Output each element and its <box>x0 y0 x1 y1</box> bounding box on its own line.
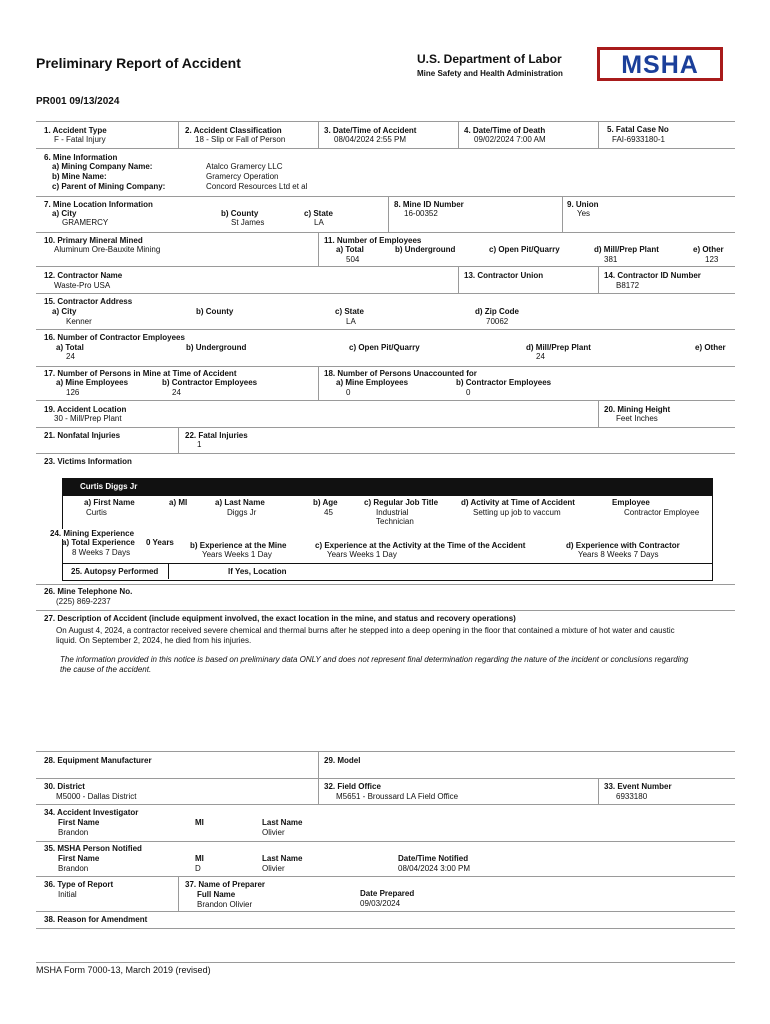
mine-county-label: b) County <box>221 209 259 218</box>
cell-divider <box>168 563 169 579</box>
row-divider <box>36 427 735 428</box>
unaccounted-mine-label: a) Mine Employees <box>336 378 409 387</box>
cell-divider <box>458 266 459 293</box>
victim-employee-value: Contractor Employee <box>624 508 700 517</box>
activity-experience-value: Years Weeks 1 Day <box>327 550 397 559</box>
activity-experience-label: c) Experience at the Activity at the Time of the Accident <box>315 541 526 550</box>
contractor-state-value: LA <box>346 317 356 326</box>
row-divider <box>36 584 735 585</box>
contractor-name-label: 12. Contractor Name <box>44 271 123 280</box>
mine-phone-label: 26. Mine Telephone No. <box>44 587 133 596</box>
investigator-first-value: Brandon <box>58 828 89 837</box>
event-number-label: 33. Event Number <box>604 782 672 791</box>
accident-classification-label: 2. Accident Classification <box>185 126 282 135</box>
investigator-last-label: Last Name <box>262 818 303 827</box>
victims-info-label: 23. Victims Information <box>44 457 132 466</box>
mine-city-label: a) City <box>52 209 77 218</box>
row-divider <box>36 366 735 367</box>
victim-last-label: a) Last Name <box>215 498 265 507</box>
accident-datetime-value: 08/04/2024 2:55 PM <box>334 135 407 144</box>
notified-first-label: First Name <box>58 854 100 863</box>
mine-experience-label: b) Experience at the Mine <box>190 541 287 550</box>
msha-logo <box>597 47 723 81</box>
mining-company-value: Atalco Gramercy LLC <box>206 162 283 171</box>
cell-divider <box>598 266 599 293</box>
persons-in-mine-label: 17. Number of Persons in Mine at Time of Accident <box>44 369 237 378</box>
contractor-name-value: Waste-Pro USA <box>54 281 111 290</box>
description-line-2: liquid. On September 2, 2024, he died from his injuries. <box>56 636 252 645</box>
department-name: U.S. Department of Labor <box>417 52 562 66</box>
death-datetime-label: 4. Date/Time of Death <box>464 126 546 135</box>
mine-name-value: Gramercy Operation <box>206 172 279 181</box>
notified-last-value: Olivier <box>262 864 285 873</box>
mine-experience-value: Years Weeks 1 Day <box>202 550 272 559</box>
cell-divider <box>318 232 319 266</box>
contractor-zip-label: d) Zip Code <box>475 307 519 316</box>
victim-first-label: a) First Name <box>84 498 135 507</box>
contractor-experience-value: Years 8 Weeks 7 Days <box>578 550 659 559</box>
employees-other-value: 123 <box>705 255 719 264</box>
row-divider <box>36 196 735 197</box>
contractor-id-value: B8172 <box>616 281 640 290</box>
victim-first-value: Curtis <box>86 508 107 517</box>
report-id: PR001 09/13/2024 <box>36 96 120 107</box>
preparer-name-label: Full Name <box>197 890 236 899</box>
primary-mineral-label: 10. Primary Mineral Mined <box>44 236 143 245</box>
contractor-other-label: e) Other <box>695 343 726 352</box>
investigator-last-value: Olivier <box>262 828 285 837</box>
district-label: 30. District <box>44 782 85 791</box>
agency-name: Mine Safety and Health Administration <box>417 69 563 78</box>
cell-divider <box>598 121 599 148</box>
employees-underground-label: b) Underground <box>395 245 456 254</box>
date-prepared-label: Date Prepared <box>360 889 415 898</box>
row-divider <box>36 841 735 842</box>
parent-company-value: Concord Resources Ltd et al <box>206 182 308 191</box>
report-type-label: 36. Type of Report <box>44 880 114 889</box>
contractor-underground-label: b) Underground <box>186 343 247 352</box>
contractor-mill-label: d) Mill/Prep Plant <box>526 343 591 352</box>
investigator-first-label: First Name <box>58 818 100 827</box>
mining-company-label: a) Mining Company Name: <box>52 162 153 171</box>
contractor-zip-value: 70062 <box>486 317 509 326</box>
union-value: Yes <box>577 209 591 218</box>
persons-mine-employees-label: a) Mine Employees <box>56 378 129 387</box>
accident-location-value: 30 - Mill/Prep Plant <box>54 414 122 423</box>
cell-divider <box>458 121 459 148</box>
contractor-experience-label: d) Experience with Contractor <box>566 541 680 550</box>
accident-location-label: 19. Accident Location <box>44 405 127 414</box>
equipment-manufacturer-label: 28. Equipment Manufacturer <box>44 756 152 765</box>
mine-id-value: 16-00352 <box>404 209 438 218</box>
victim-job-value-2: Technician <box>376 517 414 526</box>
employees-other-label: e) Other <box>693 245 724 254</box>
victim-age-value: 45 <box>324 508 333 517</box>
persons-contractor-value: 24 <box>172 388 181 397</box>
cell-divider <box>388 196 389 232</box>
cell-divider <box>178 876 179 911</box>
report-title: Preliminary Report of Accident <box>36 55 241 71</box>
row-divider <box>36 453 735 454</box>
mine-name-label: b) Mine Name: <box>52 172 107 181</box>
nonfatal-injuries-label: 21. Nonfatal Injuries <box>44 431 121 440</box>
autopsy-divider <box>62 563 713 564</box>
mining-height-value: Feet Inches <box>616 414 658 423</box>
cell-divider <box>318 751 319 778</box>
cell-divider <box>178 427 179 453</box>
row-divider <box>36 610 735 611</box>
contractor-total-value: 24 <box>66 352 75 361</box>
mining-experience-label: 24. Mining Experience <box>50 529 135 538</box>
parent-company-label: c) Parent of Mining Company: <box>52 182 166 191</box>
mine-phone-value: (225) 869-2237 <box>56 597 111 606</box>
fatal-injuries-label: 22. Fatal Injuries <box>185 431 248 440</box>
mine-county-value: St James <box>231 218 265 227</box>
description-line-1: On August 4, 2024, a contractor received severe chemical and thermal burns after he stepped into a deep opening in the floor that contained a mixture of hot water and caustic <box>56 626 675 635</box>
employees-label: 11. Number of Employees <box>324 236 422 245</box>
total-experience-value: 8 Weeks 7 Days <box>72 548 131 557</box>
mine-info-label: 6. Mine Information <box>44 153 118 162</box>
report-type-value: Initial <box>58 890 77 899</box>
preparer-name-value: Brandon Olivier <box>197 900 253 909</box>
victim-mi-label: a) MI <box>169 498 188 507</box>
contractor-address-label: 15. Contractor Address <box>44 297 133 306</box>
investigator-label: 34. Accident Investigator <box>44 808 139 817</box>
row-divider <box>36 232 735 233</box>
death-datetime-value: 09/02/2024 7:00 AM <box>474 135 546 144</box>
mine-location-label: 7. Mine Location Information <box>44 200 153 209</box>
union-label: 9. Union <box>567 200 599 209</box>
disclaimer-line-1: The information provided in this notice is based on preliminary data ONLY and does not represent final determination regarding the nature of the incident or conclusions regarding <box>60 655 689 664</box>
cell-divider <box>318 778 319 804</box>
row-divider <box>36 804 735 805</box>
mine-state-value: LA <box>314 218 324 227</box>
row-divider <box>36 876 735 877</box>
persons-contractor-label: b) Contractor Employees <box>162 378 258 387</box>
unaccounted-contractor-label: b) Contractor Employees <box>456 378 552 387</box>
notified-datetime-label: Date/Time Notified <box>398 854 469 863</box>
date-prepared-value: 09/03/2024 <box>360 899 401 908</box>
contractor-city-value: Kenner <box>66 317 92 326</box>
victim-header <box>62 478 713 496</box>
field-office-value: M5651 - Broussard LA Field Office <box>336 792 459 801</box>
cell-divider <box>318 366 319 400</box>
event-number-value: 6933180 <box>616 792 648 801</box>
accident-classification-value: 18 - Slip or Fall of Person <box>195 135 286 144</box>
mine-id-label: 8. Mine ID Number <box>394 200 464 209</box>
unaccounted-label: 18. Number of Persons Unaccounted for <box>324 369 477 378</box>
notified-last-label: Last Name <box>262 854 303 863</box>
row-divider <box>36 911 735 912</box>
total-experience-label: a) Total Experience <box>62 538 135 547</box>
persons-mine-employees-value: 126 <box>66 388 80 397</box>
row-divider <box>36 266 735 267</box>
cell-divider <box>562 196 563 232</box>
mine-state-label: c) State <box>304 209 333 218</box>
cell-divider <box>318 121 319 148</box>
accident-datetime-label: 3. Date/Time of Accident <box>324 126 417 135</box>
victim-job-label: c) Regular Job Title <box>364 498 439 507</box>
victim-activity-value: Setting up job to vaccum <box>473 508 561 517</box>
employees-total-label: a) Total <box>336 245 364 254</box>
cell-divider <box>178 121 179 148</box>
victim-job-value-1: Industrial <box>376 508 409 517</box>
total-experience-years: 0 Years <box>146 538 174 547</box>
row-divider <box>36 778 735 779</box>
primary-mineral-value: Aluminum Ore-Bauxite Mining <box>54 245 161 254</box>
row-divider <box>36 293 735 294</box>
mine-city-value: GRAMERCY <box>62 218 109 227</box>
employees-mill-value: 381 <box>604 255 618 264</box>
victim-last-value: Diggs Jr <box>227 508 257 517</box>
row-divider <box>36 148 735 149</box>
contractor-city-label: a) City <box>52 307 77 316</box>
contractor-total-label: a) Total <box>56 343 84 352</box>
accident-type-value: F - Fatal Injury <box>54 135 106 144</box>
form-number: MSHA Form 7000-13, March 2019 (revised) <box>36 965 211 975</box>
row-divider <box>36 121 735 122</box>
cell-divider <box>598 400 599 427</box>
row-divider <box>36 928 735 929</box>
fatal-injuries-value: 1 <box>197 440 202 449</box>
victim-name: Curtis Diggs Jr <box>80 482 138 491</box>
fatal-case-label: 5. Fatal Case No <box>607 125 669 134</box>
description-label: 27. Description of Accident (include equipment involved, the exact location in the mine, and status and recovery operations) <box>44 614 516 623</box>
employees-openpit-label: c) Open Pit/Quarry <box>489 245 560 254</box>
model-label: 29. Model <box>324 756 361 765</box>
msha-logo-text: MSHA <box>621 51 699 79</box>
investigator-mi-label: MI <box>195 818 204 827</box>
fatal-case-value: FAI-6933180-1 <box>612 135 665 144</box>
contractor-county-label: b) County <box>196 307 234 316</box>
row-divider <box>36 400 735 401</box>
notified-mi-label: MI <box>195 854 204 863</box>
district-value: M5000 - Dallas District <box>56 792 137 801</box>
victim-activity-label: d) Activity at Time of Accident <box>461 498 575 507</box>
row-divider <box>36 751 735 752</box>
notified-datetime-value: 08/04/2024 3:00 PM <box>398 864 471 873</box>
victim-employee-label: Employee <box>612 498 650 507</box>
preparer-label: 37. Name of Preparer <box>185 880 266 889</box>
victim-age-label: b) Age <box>313 498 338 507</box>
autopsy-label: 25. Autopsy Performed <box>71 567 159 576</box>
field-office-label: 32. Field Office <box>324 782 381 791</box>
accident-type-label: 1. Accident Type <box>44 126 107 135</box>
row-divider <box>36 329 735 330</box>
employees-total-value: 504 <box>346 255 360 264</box>
contractor-state-label: c) State <box>335 307 364 316</box>
autopsy-location-label: If Yes, Location <box>228 567 287 576</box>
unaccounted-contractor-value: 0 <box>466 388 471 397</box>
mining-height-label: 20. Mining Height <box>604 405 671 414</box>
contractor-mill-value: 24 <box>536 352 545 361</box>
notified-first-value: Brandon <box>58 864 89 873</box>
cell-divider <box>598 778 599 804</box>
footer-divider <box>36 962 735 963</box>
disclaimer-line-2: the cause of the accident. <box>60 665 152 674</box>
contractor-employees-label: 16. Number of Contractor Employees <box>44 333 185 342</box>
contractor-openpit-label: c) Open Pit/Quarry <box>349 343 420 352</box>
employees-mill-label: d) Mill/Prep Plant <box>594 245 659 254</box>
notified-mi-value: D <box>195 864 201 873</box>
person-notified-label: 35. MSHA Person Notified <box>44 844 142 853</box>
amendment-reason-label: 38. Reason for Amendment <box>44 915 148 924</box>
contractor-union-label: 13. Contractor Union <box>464 271 544 280</box>
unaccounted-mine-value: 0 <box>346 388 351 397</box>
contractor-id-label: 14. Contractor ID Number <box>604 271 701 280</box>
